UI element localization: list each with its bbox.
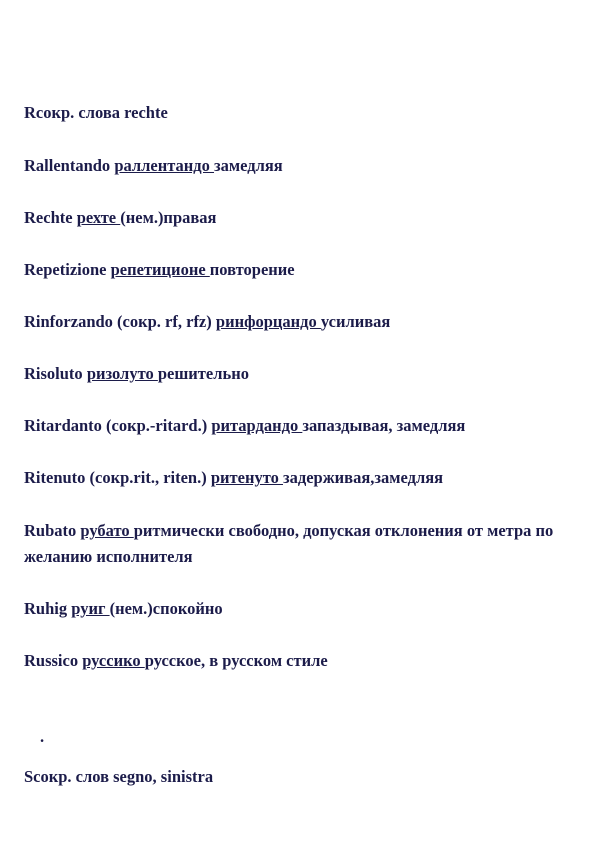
entry-rechte <box>24 205 574 231</box>
entry-ritardanto <box>24 413 574 439</box>
entry-term: Rechte <box>24 208 77 227</box>
entry-risoluto <box>24 361 574 387</box>
pronunciation-link[interactable]: репетиционе <box>110 260 210 279</box>
entry-ritenuto <box>24 465 574 491</box>
entry-meaning: (нем.)правая <box>120 208 217 227</box>
entry-rubato <box>24 518 574 570</box>
entry-meaning: (нем.)спокойно <box>109 599 223 618</box>
entry-term: Russico <box>24 651 83 670</box>
pronunciation-link[interactable]: рубато <box>80 521 134 540</box>
entry-ruhig <box>24 596 574 622</box>
entry-meaning: усиливая <box>320 312 391 331</box>
entry-repetizione <box>24 257 574 283</box>
entry-term: Ritardanto (сокр.-ritard.) <box>24 416 212 435</box>
pronunciation-link[interactable]: руиг <box>71 599 110 618</box>
pronunciation-link[interactable]: рехте <box>76 208 121 227</box>
entry-meaning: ритмически свободно, допуская отклонения от метра по желанию исполнителя <box>24 521 554 566</box>
pronunciation-link[interactable]: ритенуто <box>210 468 283 487</box>
entry-r-abbrev <box>24 100 574 126</box>
entry-term: Ruhig <box>24 599 72 618</box>
entry-s-abbrev <box>24 764 574 790</box>
entry-meaning: задерживая,замедляя <box>282 468 444 487</box>
pronunciation-link[interactable]: ритардандо <box>211 416 303 435</box>
entry-rinforzando <box>24 309 574 335</box>
entry-term: Sсокр. слов segno, sinistra <box>24 767 214 786</box>
entry-term: Ritenuto (сокр.rit., riten.) <box>24 468 211 487</box>
entry-rallentando <box>24 153 574 179</box>
entry-term: Repetizione <box>24 260 111 279</box>
pronunciation-link[interactable]: руссико <box>82 651 145 670</box>
entry-term: Rubato <box>24 521 81 540</box>
entry-russico <box>24 648 574 674</box>
entry-meaning: повторение <box>209 260 295 279</box>
section-separator: . <box>40 727 45 746</box>
entry-term: Rсокр. слова rechte <box>24 103 168 122</box>
entry-term: Rallentando <box>24 156 115 175</box>
pronunciation-link[interactable]: раллентандо <box>114 156 215 175</box>
entry-meaning: русское, в русском стиле <box>144 651 328 670</box>
entry-meaning: запаздывая, замедляя <box>302 416 466 435</box>
pronunciation-link[interactable]: ринфорцандо <box>215 312 321 331</box>
entry-term: Rinforzando (сокр. rf, rfz) <box>24 312 216 331</box>
entry-meaning: замедляя <box>214 156 283 175</box>
entry-term: Risoluto <box>24 364 87 383</box>
entry-meaning: решительно <box>157 364 249 383</box>
pronunciation-link[interactable]: ризолуто <box>86 364 158 383</box>
